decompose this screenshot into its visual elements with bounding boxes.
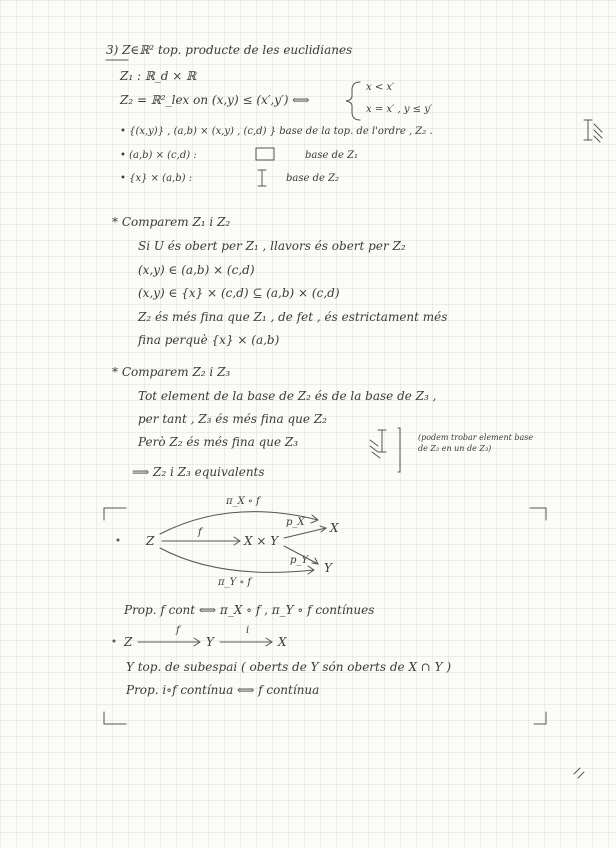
compare-z1-z2-title: * Comparem Z₁ i Z₂ [112,215,231,229]
arrow-bottom-composite [160,548,314,574]
compare-z1-z2-line-3: (x,y) ∈ {x} × (c,d) ⊆ (a,b) × (c,d) [138,286,340,300]
proposition-inclusion-continuity: Prop. i∘f contínua ⟺ f contínua [126,683,320,697]
compare-z2-z3-note: (podem trobar element base de Z₂ en un de Z₃) [418,433,534,453]
bullet-product-base-tail: base de Z₁ [305,150,359,161]
compare-z1-z2-line-1: Si U és obert per Z₁ , llavors és obert per Z₂ [138,239,406,253]
z1-definition: Z₁ : ℝ_d × ℝ [120,69,197,83]
z2-definition: Z₂ = ℝ²_lex on (x,y) ≤ (x′,y′) ⟺ [120,93,310,107]
corner-bracket-top-left [104,508,126,520]
compare-z1-z2-line-2: (x,y) ∈ (a,b) × (c,d) [138,263,255,277]
arrow-f [162,537,240,545]
segment-sketch-right-icon [584,120,592,140]
compare-z2-z3-line-2: per tant , Z₃ és més fina que Z₂ [138,412,327,426]
scribble-mark [574,768,584,778]
lex-case-1: x < x′ [366,82,395,93]
chain-f-label: f [176,625,180,636]
bullet-vertical-base-tail: base de Z₂ [286,173,340,184]
segment-sketch-mid-icon [378,430,386,452]
subspace-topology-line: Y top. de subespai ( oberts de Y són oberts de X ∩ Y ) [126,660,452,674]
chain-arrow-f [138,638,200,646]
compare-z2-z3-conclusion: ⟹ Z₂ i Z₃ equivalents [132,465,265,479]
margin-dot [117,539,120,542]
compare-z1-z2-line-5: fina perquè {x} × (a,b) [138,333,280,347]
compare-z2-z3-line-1: Tot element de la base de Z₂ és de la base de Z₃ , [138,389,437,403]
corner-bracket-bottom-right [534,712,546,724]
note-bracket [398,428,400,472]
diagram-z-node: Z [146,534,155,548]
compare-z2-z3-title: * Comparem Z₂ i Z₃ [112,365,231,379]
hatch-sketch-mid-icon [370,440,380,458]
chain-x-node: X [278,635,287,649]
diagram-xy-node: X × Y [244,534,279,548]
diagram-bottom-arrow-label: π_Y ∘ f [218,577,252,588]
diagram-top-arrow-label: π_X ∘ f [226,496,260,507]
chain-z-node: Z [124,635,133,649]
bullet-vertical-base: • {x} × (a,b) : [120,173,193,184]
lex-brace [346,82,360,120]
diagram-f-label: f [198,527,202,538]
compare-z2-z3-line-3: Però Z₂ és més fina que Z₃ [138,435,299,449]
chain-i-label: i [246,625,250,636]
section-header: 3) Z∈ℝ² top. producte de les euclidianes [106,43,353,57]
proposition-continuity-components: Prop. f cont ⟺ π_X ∘ f , π_Y ∘ f contínues [124,603,375,617]
diagram-py-label: p_Y [290,555,309,566]
bullet-product-base: • (a,b) × (c,d) : [120,150,197,161]
square-sketch-icon [256,148,274,160]
diagram-y-node: Y [324,561,332,575]
diagram-x-node: X [330,521,339,535]
hatch-sketch-icon [594,124,602,142]
segment-sketch-icon [258,170,266,186]
chain-arrow-i [220,638,272,646]
arrow-top-composite [160,512,318,534]
bullet-order-base: • {(x,y)} , (a,b) × (x,y) , (c,d) } base de la top. de l'ordre , Z₂ . [120,126,433,137]
lex-case-2: x = x′ , y ≤ y′ [366,104,433,115]
compare-z1-z2-line-4: Z₂ és més fina que Z₁ , de fet , és estrictament més [138,310,448,324]
corner-bracket-top-right [530,508,546,520]
arrow-px [284,526,326,538]
arrow-py [284,546,318,564]
corner-bracket-bottom-left [104,712,126,724]
diagram-px-label: p_X [286,517,305,528]
margin-dot-2 [113,640,116,643]
chain-y-node: Y [206,635,214,649]
